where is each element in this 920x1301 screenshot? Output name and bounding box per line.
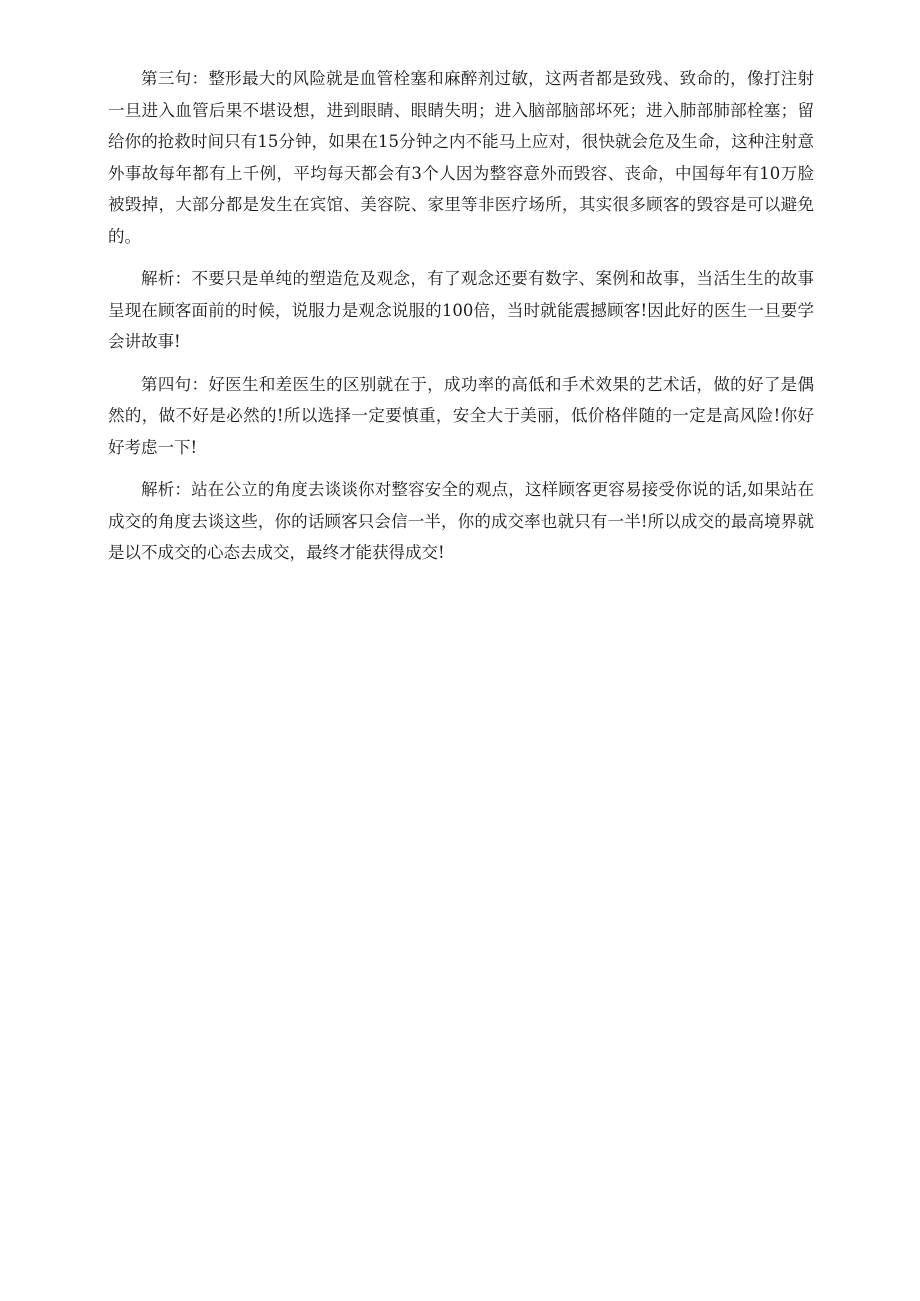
document-body [108,63,814,580]
paragraph-analysis-four: 解析：站在公立的角度去谈谈你对整容安全的观点，这样顾客更容易接受你说的话,如果站在成交的角度去谈这些，你的话顾客只会信一半，你的成交率也就只有一半!所以成交的最高境界就是以不成交的心态去成交，最终才能获得成交! [108,480,814,562]
paragraph-sentence-four: 第四句：好医生和差医生的区别就在于，成功率的高低和手术效果的艺术话，做的好了是偶然的，做不好是必然的!所以选择一定要慎重，安全大于美丽，低价格伴随的一定是高风险!你好好考虑一下! [108,374,814,457]
paragraph-analysis-three: 解析：不要只是单纯的塑造危及观念，有了观念还要有数字、案例和故事，当活生生的故事呈现在顾客面前的时候，说服力是观念说服的100倍，当时就能震撼顾客!因此好的医生一旦要学会讲故事! [108,269,814,351]
paragraph-sentence-three: 第三句：整形最大的风险就是血管栓塞和麻醉剂过敏，这两者都是致残、致命的，像打注射一旦进入血管后果不堪设想，进到眼睛、眼睛失明；进入脑部脑部坏死；进入肺部肺部栓塞；留给你的抢救时间只有15分钟，如果在15分钟之内不能马上应对，很快就会危及生命，这种注射意外事故每年都有上千例，平均每天都会有3个人因为整容意外而毁容、丧命，中国每年有10万脸被毁掉，大部分都是发生在宾馆、美容院、家里等非医疗场所，其实很多顾客的毁容是可以避免的。 [108,69,814,246]
